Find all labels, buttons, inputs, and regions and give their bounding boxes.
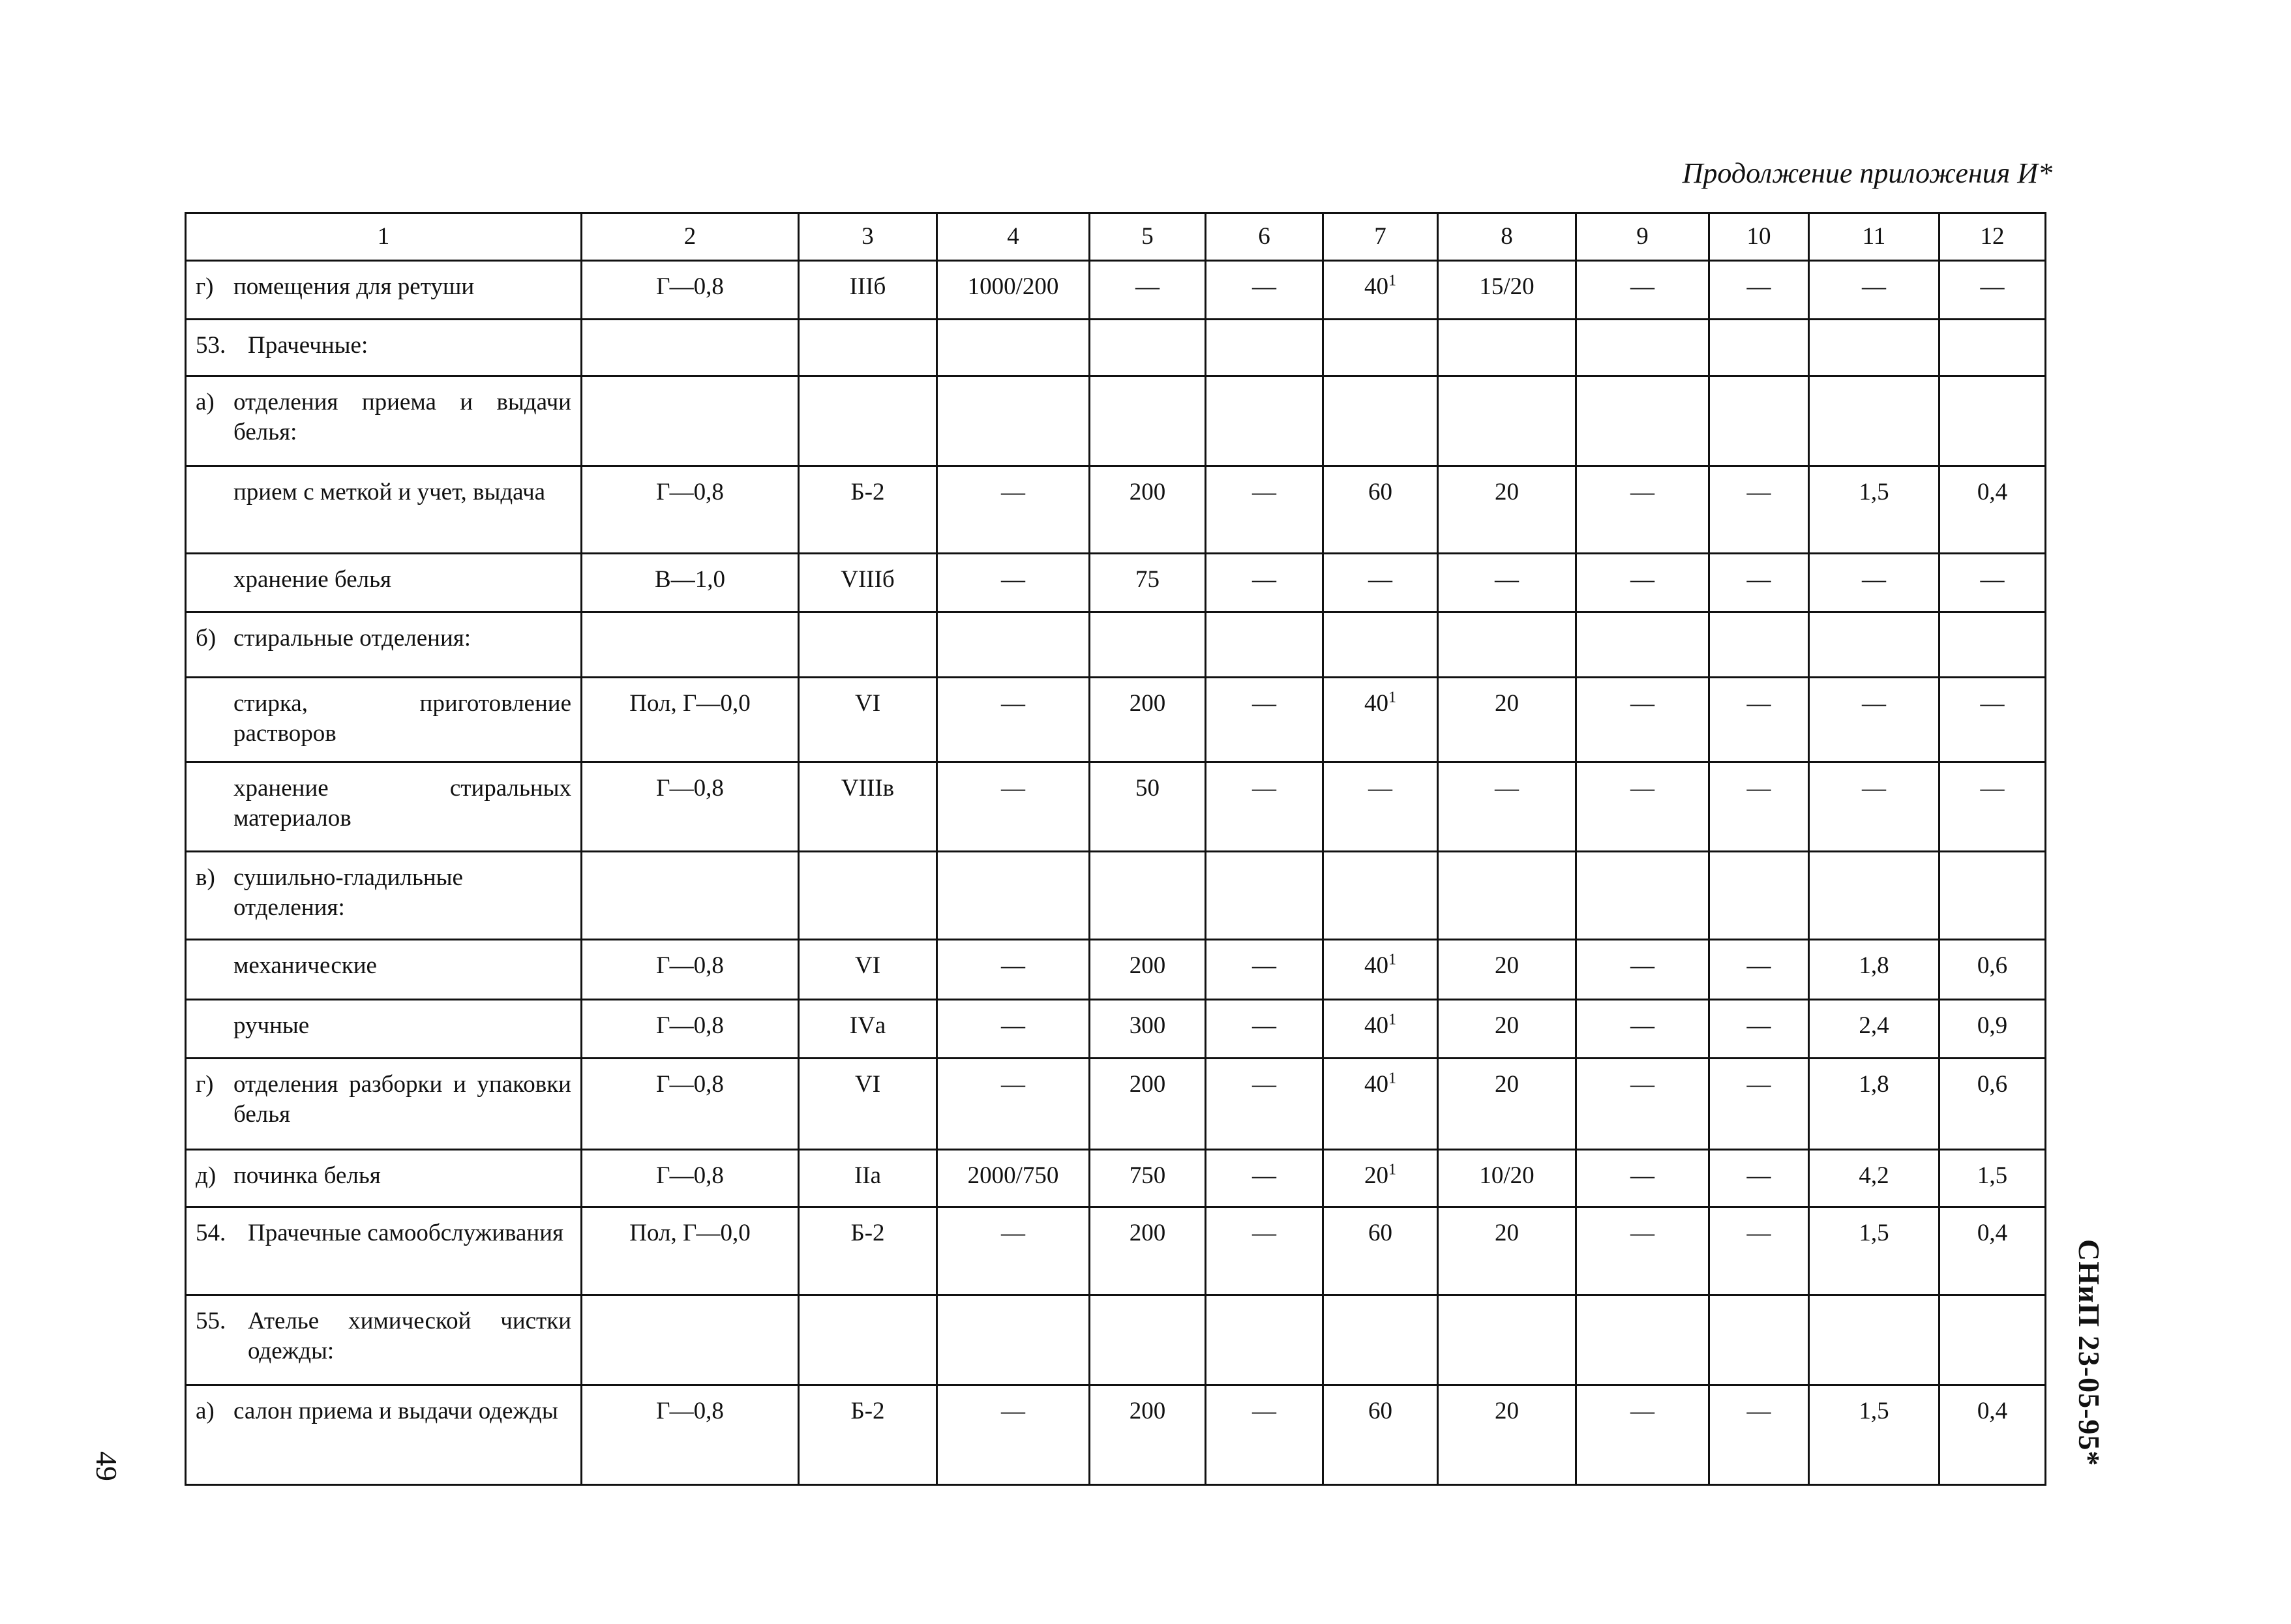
table-cell: [1323, 376, 1438, 466]
table-body: [186, 213, 2046, 1485]
table-cell: —: [937, 1059, 1090, 1150]
table-cell: 1,5: [1809, 1207, 1939, 1295]
row-name: [186, 466, 582, 554]
table-cell: —: [937, 940, 1090, 1000]
column-number: 11: [1809, 213, 1939, 261]
row-name: [186, 1295, 582, 1385]
table-cell: [1323, 261, 1438, 320]
table-row: [186, 1385, 2046, 1485]
table-cell: —: [1709, 554, 1809, 612]
table-cell: [1090, 1295, 1206, 1385]
row-name: [186, 1385, 582, 1485]
row-label: прием с меткой и учет, выдача: [233, 479, 546, 505]
table-cell: [799, 1295, 937, 1385]
footnote-mark: 1: [1388, 1011, 1396, 1029]
table-cell: [1939, 612, 2046, 678]
table-cell: VIIIв: [799, 762, 937, 852]
table-cell: Б-2: [799, 1207, 937, 1295]
row-label: хранение стиральных материалов: [233, 775, 571, 832]
table-cell: —: [1576, 466, 1709, 554]
table-cell: —: [1323, 554, 1438, 612]
row-name: [186, 261, 582, 320]
table-row: [186, 554, 2046, 612]
table-cell: [1809, 612, 1939, 678]
table-cell: Г—0,8: [582, 940, 799, 1000]
row-marker: 53.: [196, 332, 226, 359]
table-row: [186, 678, 2046, 762]
table-cell: [582, 612, 799, 678]
table-cell: Г—0,8: [582, 1000, 799, 1059]
row-name: [186, 320, 582, 376]
table-cell: 20: [1438, 940, 1576, 1000]
row-label: сушильно-гладильные отделения:: [233, 864, 463, 921]
table-cell: [582, 1295, 799, 1385]
table-cell: [937, 376, 1090, 466]
row-label: стиральные отделения:: [233, 625, 472, 652]
table-cell: —: [1206, 1150, 1323, 1207]
table-cell: [1809, 320, 1939, 376]
table-cell: 15/20: [1438, 261, 1576, 320]
row-marker: а): [196, 389, 215, 415]
table-cell: [799, 320, 937, 376]
table-cell: VI: [799, 940, 937, 1000]
table-cell: [799, 612, 937, 678]
table-cell: [1438, 1295, 1576, 1385]
table-cell: [1939, 320, 2046, 376]
row-label: салон приема и выдачи одежды: [233, 1398, 558, 1424]
table-cell: 300: [1090, 1000, 1206, 1059]
table-cell: [1438, 612, 1576, 678]
table-cell: [1576, 320, 1709, 376]
cell-value: 40: [1364, 1012, 1388, 1039]
row-marker: д): [196, 1162, 217, 1189]
table-cell: 0,4: [1939, 466, 2046, 554]
table-cell: —: [1709, 940, 1809, 1000]
table-cell: Г—0,8: [582, 466, 799, 554]
table-cell: 1000/200: [937, 261, 1090, 320]
table-cell: [1809, 1295, 1939, 1385]
table-cell: [1206, 376, 1323, 466]
table-cell: Г—0,8: [582, 1059, 799, 1150]
row-marker: г): [196, 273, 214, 300]
table-cell: 60: [1323, 466, 1438, 554]
table-cell: [582, 376, 799, 466]
running-head: Продолжение приложения И*: [1682, 157, 2052, 189]
cell-value: 40: [1364, 273, 1388, 300]
table-cell: 1,8: [1809, 1059, 1939, 1150]
table-cell: 1,5: [1809, 466, 1939, 554]
table-cell: —: [1709, 1385, 1809, 1485]
table-cell: [1323, 1000, 1438, 1059]
table-cell: —: [1809, 261, 1939, 320]
table-cell: Б-2: [799, 466, 937, 554]
table-cell: [937, 612, 1090, 678]
row-name: [186, 678, 582, 762]
table-cell: 50: [1090, 762, 1206, 852]
table-cell: [1709, 1295, 1809, 1385]
table-cell: 1,5: [1939, 1150, 2046, 1207]
cell-value: 40: [1364, 690, 1388, 717]
table-row: [186, 320, 2046, 376]
table-cell: 0,4: [1939, 1207, 2046, 1295]
table-cell: —: [937, 554, 1090, 612]
table-cell: [937, 1295, 1090, 1385]
row-name: [186, 1207, 582, 1295]
table-cell: [1206, 1295, 1323, 1385]
table-cell: [1939, 376, 2046, 466]
table-cell: —: [1939, 762, 2046, 852]
row-marker: [196, 689, 233, 749]
column-number: 10: [1709, 213, 1809, 261]
table-cell: [1323, 1150, 1438, 1207]
table-cell: —: [1576, 762, 1709, 852]
table-cell: 20: [1438, 1059, 1576, 1150]
row-name: [186, 1150, 582, 1207]
table-cell: —: [937, 1207, 1090, 1295]
table-cell: —: [1709, 1000, 1809, 1059]
row-label: стирка, приготовление растворов: [233, 690, 571, 747]
table-cell: 60: [1323, 1385, 1438, 1485]
row-label: Прачечные самообслуживания: [248, 1220, 564, 1246]
table-cell: 20: [1438, 1207, 1576, 1295]
table-cell: [1576, 1295, 1709, 1385]
table-cell: —: [1438, 554, 1576, 612]
table-cell: —: [1576, 1000, 1709, 1059]
row-label: помещения для ретуши: [233, 273, 475, 300]
table-cell: IVа: [799, 1000, 937, 1059]
column-number: 3: [799, 213, 937, 261]
table-cell: [1323, 940, 1438, 1000]
table-cell: 1,8: [1809, 940, 1939, 1000]
row-name: [186, 1059, 582, 1150]
table-cell: В—1,0: [582, 554, 799, 612]
table-cell: Г—0,8: [582, 762, 799, 852]
table-cell: [937, 852, 1090, 940]
table-cell: IIIб: [799, 261, 937, 320]
row-label: механические: [233, 952, 377, 979]
table-cell: —: [937, 1385, 1090, 1485]
table-cell: 2000/750: [937, 1150, 1090, 1207]
table-cell: —: [1809, 678, 1939, 762]
table-cell: Пол, Г—0,0: [582, 678, 799, 762]
table-cell: —: [937, 466, 1090, 554]
table-row: [186, 852, 2046, 940]
table-cell: [799, 852, 937, 940]
table-cell: —: [1809, 762, 1939, 852]
table-cell: 200: [1090, 1207, 1206, 1295]
table-cell: Г—0,8: [582, 1150, 799, 1207]
column-number: 2: [582, 213, 799, 261]
table-cell: [1576, 852, 1709, 940]
table-cell: 10/20: [1438, 1150, 1576, 1207]
table-cell: —: [1576, 1385, 1709, 1485]
row-marker: [196, 1011, 233, 1041]
table-cell: 60: [1323, 1207, 1438, 1295]
table-cell: [1709, 852, 1809, 940]
table-cell: VI: [799, 678, 937, 762]
table-cell: [1809, 376, 1939, 466]
table-cell: —: [937, 678, 1090, 762]
table-row: [186, 1059, 2046, 1150]
table-cell: [1206, 612, 1323, 678]
table-cell: [1438, 320, 1576, 376]
column-number: 5: [1090, 213, 1206, 261]
table-cell: [582, 320, 799, 376]
table-cell: —: [1576, 678, 1709, 762]
table-cell: —: [1206, 261, 1323, 320]
row-marker: в): [196, 864, 215, 891]
footnote-mark: 1: [1388, 1161, 1396, 1179]
row-label: починка белья: [233, 1162, 381, 1189]
table-cell: —: [1438, 762, 1576, 852]
table-row: [186, 261, 2046, 320]
table-cell: —: [1939, 554, 2046, 612]
row-name: [186, 940, 582, 1000]
table-cell: 2,4: [1809, 1000, 1939, 1059]
table-cell: [1323, 1059, 1438, 1150]
table-cell: [1090, 376, 1206, 466]
table-cell: 0,9: [1939, 1000, 2046, 1059]
table-row: [186, 1207, 2046, 1295]
row-marker: б): [196, 625, 217, 652]
table-cell: —: [1206, 1385, 1323, 1485]
row-marker: [196, 774, 233, 834]
table-cell: —: [1576, 1207, 1709, 1295]
table-cell: Г—0,8: [582, 261, 799, 320]
table-cell: —: [1206, 1059, 1323, 1150]
table-cell: —: [1206, 554, 1323, 612]
table-row: [186, 1295, 2046, 1385]
table-cell: [1206, 852, 1323, 940]
table-cell: 750: [1090, 1150, 1206, 1207]
table-row: [186, 1000, 2046, 1059]
table-row: [186, 762, 2046, 852]
table-cell: [582, 852, 799, 940]
column-number: 1: [186, 213, 582, 261]
row-marker: а): [196, 1398, 215, 1424]
norms-table: [185, 212, 2046, 1486]
table-cell: VI: [799, 1059, 937, 1150]
row-marker: 54.: [196, 1220, 226, 1246]
cell-value: 20: [1364, 1162, 1388, 1189]
table-row: [186, 1150, 2046, 1207]
table-row: [186, 376, 2046, 466]
table-cell: 20: [1438, 678, 1576, 762]
table-cell: [1709, 376, 1809, 466]
table-cell: —: [1576, 554, 1709, 612]
table-cell: [1576, 376, 1709, 466]
table-cell: 200: [1090, 1385, 1206, 1485]
table-cell: 20: [1438, 466, 1576, 554]
table-cell: Б-2: [799, 1385, 937, 1485]
table-row: [186, 612, 2046, 678]
row-marker: [196, 477, 233, 507]
table-cell: [1939, 1295, 2046, 1385]
row-name: [186, 762, 582, 852]
table-cell: —: [1206, 1207, 1323, 1295]
table-cell: VIIIб: [799, 554, 937, 612]
table-cell: 75: [1090, 554, 1206, 612]
column-number: 4: [937, 213, 1090, 261]
table-cell: —: [1709, 678, 1809, 762]
table-cell: 1,5: [1809, 1385, 1939, 1485]
table-cell: 0,4: [1939, 1385, 2046, 1485]
table-cell: 20: [1438, 1385, 1576, 1485]
table-cell: —: [1206, 678, 1323, 762]
table-cell: —: [1206, 1000, 1323, 1059]
column-number: 8: [1438, 213, 1576, 261]
table-cell: —: [1809, 554, 1939, 612]
row-marker: г): [196, 1071, 214, 1098]
table-cell: —: [1576, 940, 1709, 1000]
row-marker: 55.: [196, 1308, 226, 1334]
row-name: [186, 1000, 582, 1059]
table-cell: [1438, 852, 1576, 940]
column-number-row: [186, 213, 2046, 261]
table-row: [186, 466, 2046, 554]
table-cell: [1709, 612, 1809, 678]
table-cell: 4,2: [1809, 1150, 1939, 1207]
row-label: отделения разборки и упаковки белья: [233, 1071, 571, 1128]
table-cell: [1090, 320, 1206, 376]
table-cell: —: [1709, 1059, 1809, 1150]
table-cell: —: [1709, 762, 1809, 852]
cell-value: 40: [1364, 952, 1388, 979]
column-number: 12: [1939, 213, 2046, 261]
table-cell: —: [937, 762, 1090, 852]
table-cell: [937, 320, 1090, 376]
row-label: отделения приема и выдачи белья:: [233, 389, 571, 445]
table-cell: [1090, 612, 1206, 678]
table-cell: 200: [1090, 466, 1206, 554]
footnote-mark: 1: [1388, 689, 1396, 706]
table-cell: —: [1576, 261, 1709, 320]
table-cell: [1323, 320, 1438, 376]
row-label: Прачечные:: [248, 332, 368, 359]
table-cell: Г—0,8: [582, 1385, 799, 1485]
row-name: [186, 376, 582, 466]
table-cell: —: [1939, 678, 2046, 762]
row-label: хранение белья: [233, 566, 392, 593]
row-label: ручные: [233, 1012, 310, 1039]
table-cell: —: [1709, 1207, 1809, 1295]
row-name: [186, 554, 582, 612]
cell-value: 40: [1364, 1071, 1388, 1098]
table-cell: 20: [1438, 1000, 1576, 1059]
row-name: [186, 852, 582, 940]
table-cell: Пол, Г—0,0: [582, 1207, 799, 1295]
row-name: [186, 612, 582, 678]
table-cell: —: [1576, 1059, 1709, 1150]
table-cell: [1323, 612, 1438, 678]
table-cell: 200: [1090, 940, 1206, 1000]
table-cell: —: [937, 1000, 1090, 1059]
table-cell: —: [1090, 261, 1206, 320]
page-number: 49: [90, 1451, 123, 1481]
table-cell: 0,6: [1939, 940, 2046, 1000]
table-cell: —: [1939, 261, 2046, 320]
table-cell: [1323, 852, 1438, 940]
table-cell: —: [1709, 1150, 1809, 1207]
table-cell: IIа: [799, 1150, 937, 1207]
table-cell: —: [1206, 940, 1323, 1000]
footnote-mark: 1: [1388, 951, 1396, 969]
table-cell: [1438, 376, 1576, 466]
table-cell: —: [1323, 762, 1438, 852]
table-cell: [1809, 852, 1939, 940]
table-cell: [799, 376, 937, 466]
column-number: 9: [1576, 213, 1709, 261]
footnote-mark: 1: [1388, 1070, 1396, 1087]
column-number: 6: [1206, 213, 1323, 261]
table-cell: [1709, 320, 1809, 376]
table-cell: 200: [1090, 1059, 1206, 1150]
row-marker: [196, 951, 233, 981]
table-row: [186, 940, 2046, 1000]
table-cell: —: [1576, 1150, 1709, 1207]
document-code: СНиП 23-05-95*: [2073, 1239, 2106, 1467]
table-cell: [1323, 1295, 1438, 1385]
table-cell: [1206, 320, 1323, 376]
table-cell: —: [1206, 466, 1323, 554]
table-cell: 200: [1090, 678, 1206, 762]
table-cell: —: [1709, 466, 1809, 554]
table-cell: [1939, 852, 2046, 940]
table-cell: —: [1709, 261, 1809, 320]
footnote-mark: 1: [1388, 272, 1396, 290]
row-marker: [196, 565, 233, 595]
table-cell: [1090, 852, 1206, 940]
row-label: Ателье химической чистки одежды:: [248, 1308, 571, 1364]
table-cell: [1576, 612, 1709, 678]
column-number: 7: [1323, 213, 1438, 261]
table-cell: [1323, 678, 1438, 762]
table-cell: 0,6: [1939, 1059, 2046, 1150]
table-cell: —: [1206, 762, 1323, 852]
